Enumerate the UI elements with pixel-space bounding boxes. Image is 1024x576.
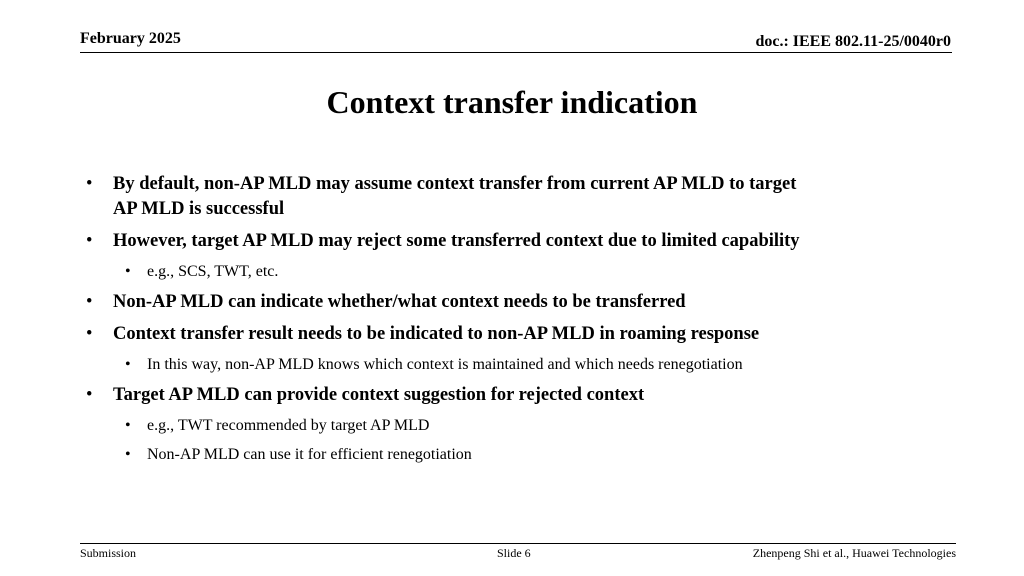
bullet-text: Non-AP MLD can indicate whether/what context needs to be transferred [113, 292, 686, 312]
bullet-dot-icon: • [86, 292, 93, 312]
slide-title: Context transfer indication [326, 84, 698, 120]
header-divider [80, 52, 952, 53]
sub-bullet-item-3 [80, 415, 940, 437]
bullet-item-4 [80, 322, 940, 347]
sub-bullet-text: Non-AP MLD can use it for efficient renegotiation [147, 446, 472, 463]
bullet-list [80, 172, 940, 466]
bullet-dot-icon: • [86, 174, 93, 194]
footer-authors: Zhenpeng Shi et al., Huawei Technologies [752, 546, 956, 560]
footer-slide-number: Slide 6 [497, 546, 531, 560]
bullet-text-continuation: AP MLD is successful [113, 199, 285, 219]
bullet-text: However, target AP MLD may reject some transferred context due to limited capability [113, 231, 800, 251]
bullet-dot-icon: • [86, 231, 93, 251]
footer-divider [80, 543, 956, 544]
sub-bullet-item-4 [80, 444, 940, 466]
sub-bullet-text: e.g., TWT recommended by target AP MLD [147, 417, 430, 434]
bullet-dot-icon: • [86, 385, 93, 405]
header-date: February 2025 [80, 30, 181, 47]
sub-bullet-item-1 [80, 261, 940, 283]
bullet-dot-icon: • [125, 356, 131, 373]
bullet-dot-icon: • [125, 263, 131, 280]
sub-bullet-text: In this way, non-AP MLD knows which context is maintained and which needs renegotiation [147, 356, 743, 373]
bullet-item-1 [80, 172, 940, 222]
bullet-item-3 [80, 290, 940, 315]
bullet-text: Context transfer result needs to be indicated to non-AP MLD in roaming response [113, 324, 760, 344]
bullet-item-2 [80, 229, 940, 254]
footer-submission: Submission [80, 546, 137, 560]
sub-bullet-text: e.g., SCS, TWT, etc. [147, 263, 279, 280]
bullet-text: By default, non-AP MLD may assume context transfer from current AP MLD to target [113, 174, 797, 194]
header-doc-id: doc.: IEEE 802.11-25/0040r0 [755, 33, 951, 50]
bullet-dot-icon: • [125, 417, 131, 434]
bullet-text: Target AP MLD can provide context suggestion for rejected context [113, 385, 645, 405]
bullet-dot-icon: • [125, 446, 131, 463]
bullet-dot-icon: • [86, 324, 93, 344]
sub-bullet-item-2 [80, 354, 940, 376]
bullet-item-5 [80, 383, 940, 408]
